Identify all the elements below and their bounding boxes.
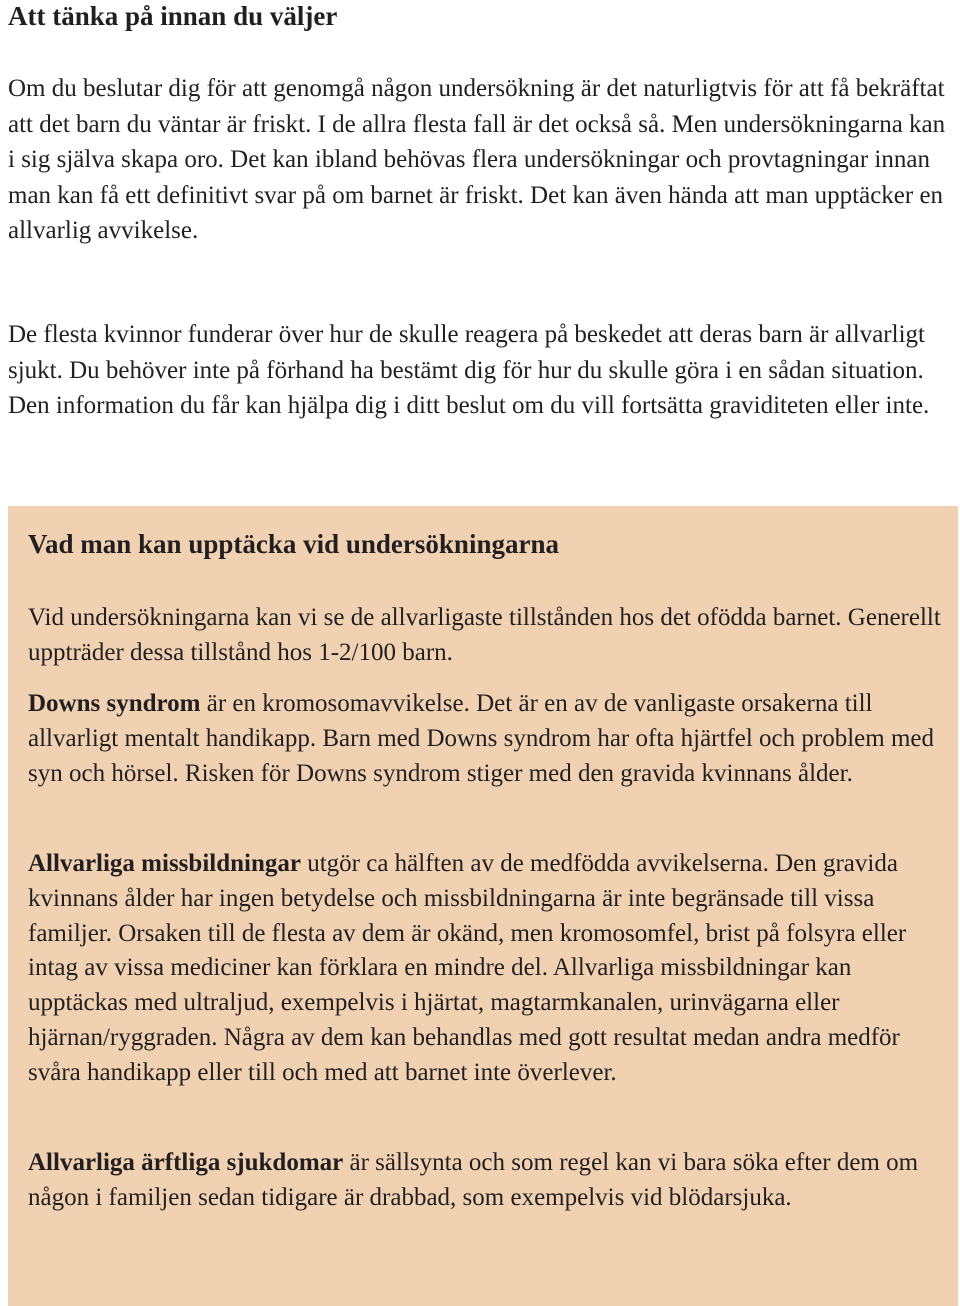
intro-paragraph-1: Om du beslutar dig för att genomgå någon undersökning är det naturligtvis för att få bekräftat att det barn du väntar är friskt. I de allra flesta fall är det också så. Men undersökningarna kan i sig själva skapa oro. Det kan ibland behövas flera undersökningar och provtagningar innan man kan få ett definitivt svar på om barnet är friskt. Det kan även hända att man upptäcker en allvarlig avvikelse. [8,75,946,244]
info-box-intro-paragraph: Vid undersökningarna kan vi se de allvarligaste tillstånden hos det ofödda barnet. Generellt uppträder dessa tillstånd hos 1-2/100 barn. [28,604,941,666]
downs-syndrome-paragraph [28,687,943,791]
info-box [8,506,958,1306]
hereditary-diseases-paragraph [28,1146,943,1216]
malformations-text: utgör ca hälften av de medfödda avvikelserna. Den gravida kvinnans ålder har ingen betydelse och missbildningarna är inte begränsade till vissa familjer. Orsaken till de flesta av dem är okänd, men kromosomfel, brist på folsyra eller intag av vissa mediciner kan förklara en mindre del. Allvarliga missbildningar kan upptäckas med ultraljud, exempelvis i hjärtat, magtarmkanalen, urinvägarna eller hjärnan/ryggraden. Några av dem kan behandlas med gott resultat medan andra medför svåra handikapp eller till och med att barnet inte överlever. [28,850,907,1086]
malformations-term: Allvarliga missbildningar [28,850,301,877]
malformations-paragraph [28,847,943,1091]
downs-syndrome-term: Downs syndrom [28,690,201,717]
hereditary-diseases-term: Allvarliga ärftliga sjukdomar [28,1149,344,1176]
page-title: Att tänka på innan du väljer [8,1,338,31]
hereditary-diseases-text: är sällsynta och som regel kan vi bara söka efter dem om någon i familjen sedan tidigare är drabbad, som exempelvis vid blödarsjuka. [28,1149,919,1211]
intro-paragraph-2: De flesta kvinnor funderar över hur de skulle reagera på beskedet att deras barn är allvarligt sjukt. Du behöver inte på förhand ha bestämt dig för hur du skulle göra i en sådan situation. Den information du får kan hjälpa dig i ditt beslut om du vill fortsätta graviditeten eller inte. [8,321,930,419]
downs-syndrome-text: är en kromosomavvikelse. Det är en av de vanligaste orsakerna till allvarligt mentalt handikapp. Barn med Downs syndrom har ofta hjärtfel och problem med syn och hörsel. Risken för Downs syndrom stiger med den gravida kvinnans ålder. [28,690,935,787]
info-box-title: Vad man kan upptäcka vid undersökningarna [28,529,559,559]
